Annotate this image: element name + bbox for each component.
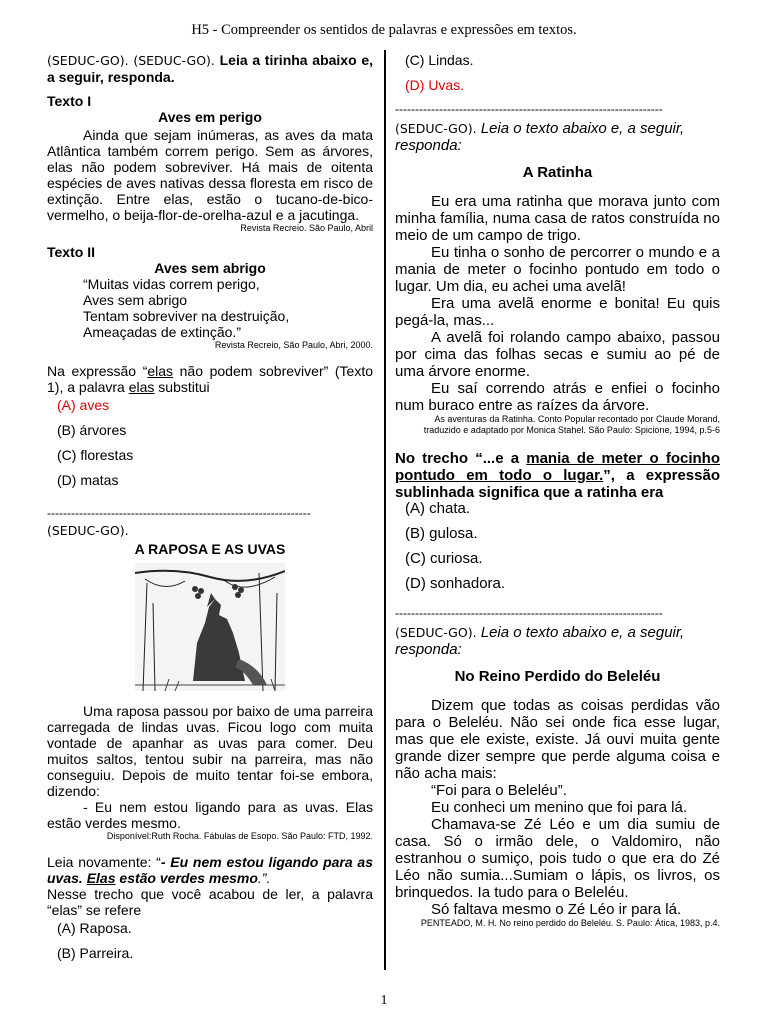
q1-question: Na expressão “elas não podem sobreviver” (Texto 1), a palavra elas substitui (47, 363, 373, 395)
texto1-source: Revista Recreio. São Paulo, Abril (240, 223, 373, 233)
q4-paragraph: Só faltava mesmo o Zé Léo ir para lá. (431, 901, 682, 918)
texto1-body: Ainda que sejam inúmeras, as aves da mata Atlântica também correm perigo. Sem as árvores, elas não podem sobreviver. Há mais de oitenta espécies de aves nativas dessa floresta em risco de extinção. Entre elas, estão o tucano-de-bico-vermelho, o beija-flor-de-orelha-azul e a jacutinga. (47, 127, 373, 223)
q2-text-source: Disponível:Ruth Rocha. Fábulas de Esopo. São Paulo: FTD, 1992. (106, 831, 373, 841)
q3-question: No trecho “...e a mania de meter o focinho pontudo em todo o lugar.”, a expressão sublinhada significa que a ratinha era (395, 450, 720, 501)
texto2-label: Texto II (47, 244, 95, 260)
q3-paragraph: A avelã foi rolando campo abaixo, passou por cima das folhas secas e sumiu ao pé de uma árvore enorme. (395, 329, 720, 380)
q2-paragraph-1: Uma raposa passou por baixo de uma parreira carregada de lindas uvas. Ficou logo com muita vontade de apanhar as uvas para comer. Deu muitos saltos, tentou subir na parreira, mas não conseguiu. Depois de muito tentar foi-se embora, dizendo: (47, 703, 373, 799)
q2-paragraph-2: - Eu nem estou ligando para as uvas. Elas estão verdes mesmo. (47, 799, 373, 831)
q1-option-d[interactable]: (D) matas (57, 472, 119, 488)
texto1-title: Aves em perigo (158, 109, 262, 125)
separator-line: ------------------------------------------------------------------ (47, 506, 311, 520)
q1-source-tag: (SEDUC-GO). (SEDUC-GO). (47, 53, 215, 68)
q2-option-a[interactable]: (A) Raposa. (57, 920, 132, 936)
right-column (395, 50, 720, 929)
q3-paragraph: Eu tinha o sonho de percorrer o mundo e a mania de meter o focinho pontudo em todo o lugar. Um dia, eu achei uma avelã! (395, 244, 720, 295)
q3-intro: (SEDUC-GO). Leia o texto abaixo e, a seguir, responda: (395, 120, 685, 154)
q3-paragraph: Eu saí correndo atrás e enfiei o focinho num buraco entre as raízes da árvore. (395, 380, 720, 414)
q1-instruction: Leia a tirinha abaixo e, a seguir, responda. (47, 52, 374, 85)
q2-source-tag: (SEDUC-GO). (47, 523, 129, 538)
q4-paragraph: Dizem que todas as coisas perdidas vão para o Beleléu. Não sei onde fica esse lugar, mas que ele existe, existe. Já ouvi muita gente grande dizer sempre que perde alguma coisa e não acha mais: (395, 697, 720, 782)
q4-intro: (SEDUC-GO). Leia o texto abaixo e, a seguir, responda: (395, 624, 685, 658)
q1-option-b[interactable]: (B) árvores (57, 422, 127, 438)
verse-line: Tentam sobreviver na destruição, (83, 308, 290, 324)
q1-option-c[interactable]: (C) florestas (57, 447, 134, 463)
fox-and-grapes-illustration (135, 563, 285, 691)
texto2-verses (47, 276, 373, 340)
q2-question: Nesse trecho que você acabou de ler, a palavra “elas” se refere (47, 886, 373, 918)
q3-text-source: As aventuras da Ratinha. Conto Popular recontado por Claude Morand, traduzido e adaptado por Monica Stahel. São Paulo: Spicione, 1994, p.5-6 (423, 414, 720, 435)
texto2-title: Aves sem abrigo (154, 260, 266, 276)
texto1-label: Texto I (47, 93, 92, 109)
q4-text-source: PENTEADO, M. H. No reino perdido do Beleléu. S. Paulo: Ática, 1983, p.4. (420, 918, 720, 928)
q2-option-d[interactable]: (D) Uvas. (405, 77, 465, 93)
q3-option-a[interactable]: (A) chata. (405, 500, 471, 517)
q4-paragraph: Eu conheci um menino que foi para lá. (431, 799, 687, 816)
separator-line: ------------------------------------------------------------------- (395, 606, 663, 620)
q2-option-b[interactable]: (B) Parreira. (57, 945, 134, 961)
q2-title: A RAPOSA E AS UVAS (134, 541, 286, 557)
q1-option-a[interactable]: (A) aves (57, 397, 110, 413)
q3-option-c[interactable]: (C) curiosa. (405, 550, 483, 567)
q4-paragraph: Chamava-se Zé Léo e um dia sumiu de casa. Só o irmão dele, o Valdomiro, não estranhou o sumiço, pois tudo o que era do Zé Léo não sumia...Sumiam o lápis, os livros, os brinquedos. Ia tudo para o Beleléu. (395, 816, 720, 901)
verse-line: Aves sem abrigo (83, 292, 188, 308)
q2-option-c[interactable]: (C) Lindas. (405, 52, 474, 68)
q4-paragraph: “Foi para o Beleléu”. (431, 782, 567, 799)
q3-paragraph: Era uma avelã enorme e bonita! Eu quis pegá-la, mas... (395, 295, 720, 329)
q3-option-d[interactable]: (D) sonhadora. (405, 575, 506, 592)
q3-paragraph: Eu era uma ratinha que morava junto com minha família, numa casa de ratos construída no meio de um campo de trigo. (395, 193, 720, 244)
q2-quote: Leia novamente: “- Eu nem estou ligando para as uvas. Elas estão verdes mesmo.”. (47, 854, 373, 886)
left-column (47, 50, 373, 970)
column-divider (384, 50, 386, 970)
texto2-source: Revista Recreio, São Paulo, Abri, 2000. (214, 340, 373, 350)
verse-line: Ameaçadas de extinção.” (83, 324, 241, 340)
q3-option-b[interactable]: (B) gulosa. (405, 525, 478, 542)
page-header: H5 - Compreender os sentidos de palavras e expressões em textos. (191, 22, 577, 38)
q1-intro (47, 52, 373, 85)
separator-line: ------------------------------------------------------------------- (395, 102, 663, 116)
page-number: 1 (380, 993, 388, 1008)
q4-title: No Reino Perdido do Beleléu (454, 668, 661, 685)
q3-title: A Ratinha (522, 164, 593, 181)
verse-line: “Muitas vidas correm perigo, (83, 276, 260, 292)
